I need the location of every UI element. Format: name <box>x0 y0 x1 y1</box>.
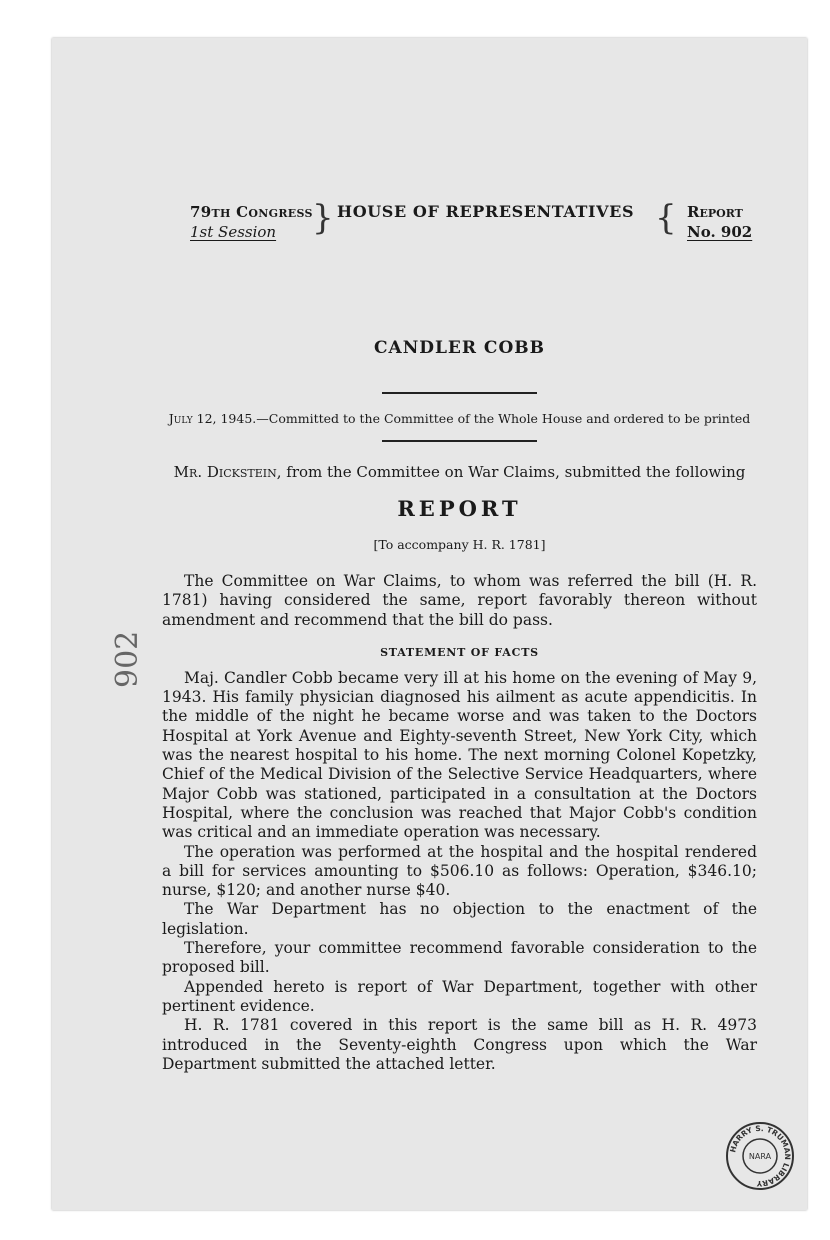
library-stamp-icon <box>724 1120 796 1192</box>
submitter-name: Mr. Dickstein, <box>173 463 282 481</box>
committal-text: —Committed to the Committee of the Whole House and ordered to be printed <box>256 411 751 426</box>
section-heading: STATEMENT OF FACTS <box>380 645 539 659</box>
report-number: No. 902 <box>687 223 753 241</box>
fact-paragraph-2: The operation was performed at the hospital and the hospital rendered a bill for services amounting to $506.10 as follows: Operation, $346.10; nurse, $120; and another nurse $40. <box>162 842 757 900</box>
committal-line <box>162 410 757 428</box>
fact-paragraph-1: Maj. Candler Cobb became very ill at his home on the evening of May 9, 1943. His family physician diagnosed his ailment as acute appendicitis. In the middle of the night he became worse and was taken to the Doctors Hospital at York Avenue and Eighty-seventh Street, New York City, which was the nearest hospital to his home. The next morning Colonel Kopetzky, Chief of the Medical Division of the Selective Service Headquarters, where Major Cobb was stationed, participated in a consultation at the Doctors Hospital, where the conclusion was reached that Major Cobb's condition was critical and an immediate operation was necessary. <box>162 668 757 842</box>
title-rule <box>382 392 537 394</box>
fact-paragraph-5: Appended hereto is report of War Department, together with other pertinent evidence. <box>162 977 757 1015</box>
session-label: 1st Session <box>190 223 277 241</box>
report-heading: REPORT <box>397 496 522 521</box>
report-content <box>162 198 757 1074</box>
stamp-outer-text: HARRY S. TRUMAN LIBRARY <box>728 1123 793 1189</box>
committal-date: July 12, 1945. <box>168 411 257 426</box>
submission-text: from the Committee on War Claims, submitted the following <box>281 463 746 481</box>
document-page <box>52 38 807 1210</box>
left-brace: } <box>312 198 334 238</box>
right-brace: { <box>655 198 677 238</box>
congress-label: 79th Congress <box>190 203 313 221</box>
submission-line <box>162 462 757 482</box>
handwritten-margin-note: 902 <box>110 630 145 688</box>
intro-paragraph: The Committee on War Claims, to whom was referred the bill (H. R. 1781) having considered the same, report favorably thereon without amendment and recommend that the bill do pass. <box>162 572 757 629</box>
fact-paragraph-4: Therefore, your committee recommend favorable consideration to the proposed bill. <box>162 939 757 977</box>
report-header <box>162 198 757 246</box>
chamber-title: HOUSE OF REPRESENTATIVES <box>337 202 635 221</box>
report-label: Report <box>687 203 743 221</box>
accompany-note: [To accompany H. R. 1781] <box>373 537 546 552</box>
fact-paragraph-3: The War Department has no objection to the enactment of the legislation. <box>162 900 757 938</box>
document-title: CANDLER COBB <box>373 338 546 358</box>
fact-paragraph-6: H. R. 1781 covered in this report is the same bill as H. R. 4973 introduced in the Seventy-eighth Congress upon which the War Department submitted the attached letter. <box>162 1016 757 1073</box>
committal-rule <box>382 440 537 442</box>
stamp-inner-text: NARA <box>748 1152 772 1161</box>
report-number-block <box>687 202 752 242</box>
congress-session <box>190 202 313 242</box>
